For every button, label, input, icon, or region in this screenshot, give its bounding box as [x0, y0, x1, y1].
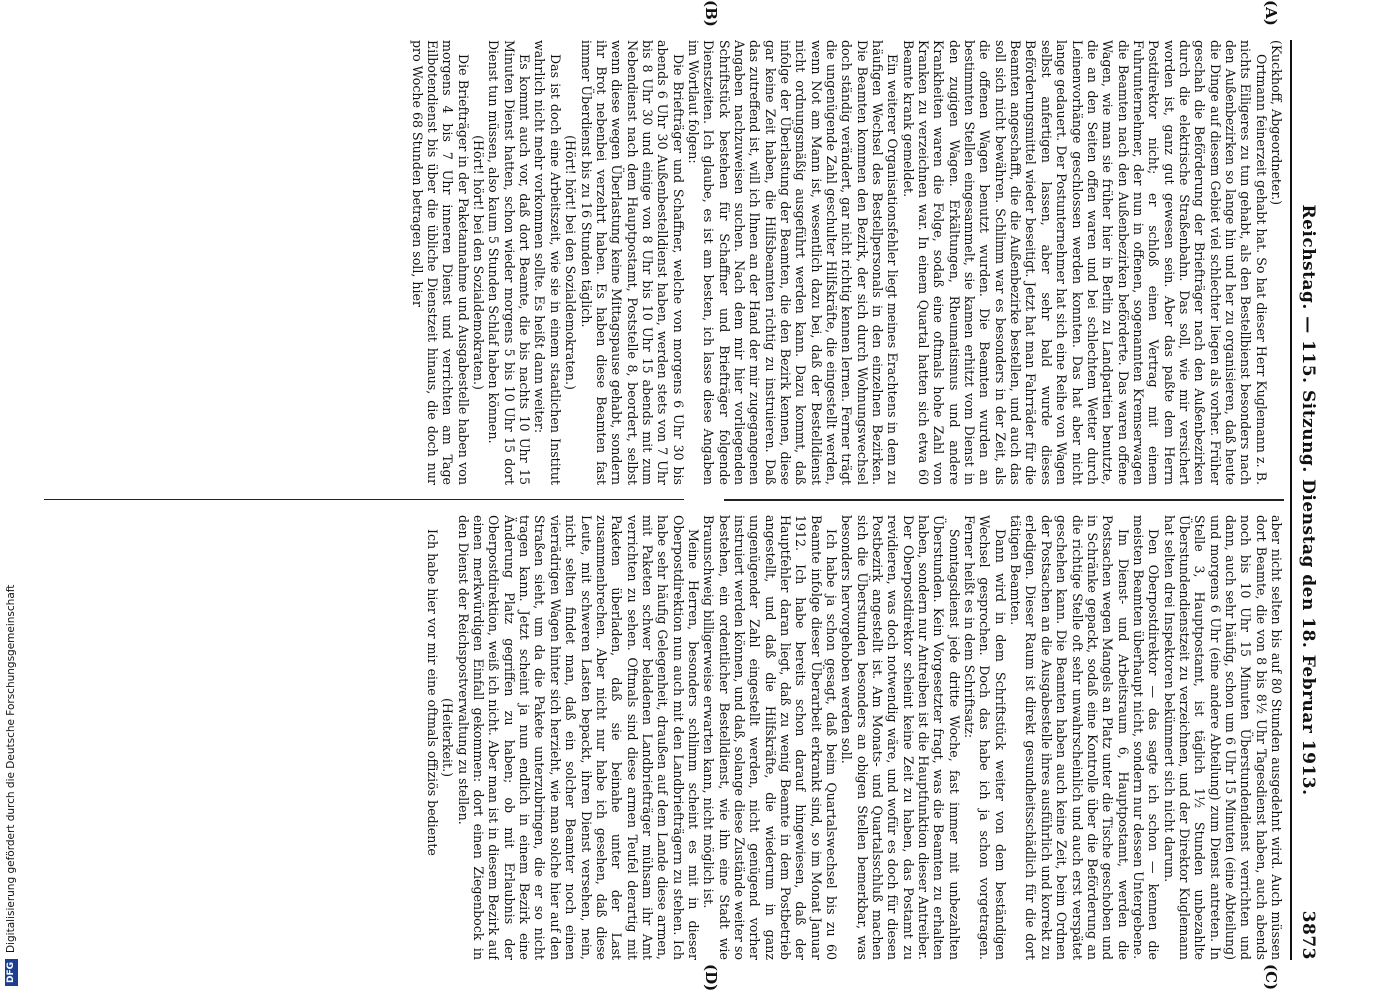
margin-marker-b: (B)	[702, 0, 720, 27]
paragraph: Meine Herren, besonders schlimm scheint es mit in dieser Oberpostdirektion nun auch mit den Landbriefträgern zu stehen. Ich habe sehr häufig Gelegenheit, draußen auf dem Lande diese armen, mit Paketen schwer beladenen Landbriefträger mühsam ihr Amt verrichten zu sehen. Oftmals sind diese armen Teufel derartig mit Paketen überladen, daß sie beinahe unter der Last zusammenbrechen. Aber nicht nur habe ich gesehen, daß diese Leute, mit schweren Lasten bepackt, ihren Dienst versehen, nein, nicht selten findet man, daß ein solcher Beamter noch einen vierrädrigen Wagen hinter sich herzieht, wie man solche hier auf den Straßen sieht, um da die Pakete unterzubringen, die er so nicht tragen kann. Jetzt scheint ja nun endlich in einem Bezirk eine Änderung Platz gegriffen zu haben; ob mit Erlaubnis der Oberpostdirektion, weiß ich nicht. Aber man ist in diesem Bezirk auf einen merkwürdigen Einfall gekommen: dort einen Ziegenbock in den Dienst der Reichspostverwaltung zu stellen.	[455, 515, 701, 960]
paragraph: Das ist doch eine Arbeitszeit, wie sie in einem staatlichen Institut wahrlich nicht mehr vorkommen sollte. Es heißt dann weiter:	[532, 40, 563, 485]
paragraph: Ortmann feinerzeit gehabt hat. So hat dieser Herr Kuglemann z. B. nichts Eiligeres zu tun gehabt, als den Bestellbienst besonders nach den Außenbezirken so lange hin und her zu organisieren, daß heute die Dinge auf diesem Gebiet viel schlechter liegen als vorher. Früher geschah die Beförderung der Briefträger nach den Außenbezirken durch die elektrische Straßenbahn. Das soll, wie mir versichert worden ist, ganz gut gewesen sein. Aber das paßte dem Herrn Postdirektor nicht; er schloß einen Vertrag mit einem Fuhrunternehmer, der nun in offenen, sogenannten Kremserwagen die Beamten nach den Außenbezirken beförderte. Das waren offene Wagen, wie man sie früher hier in Berlin zu Landpartien benutzte, die an den Seiten offen waren und bei schlechtem Wetter durch Leinenvorhänge geschlossen werden konnten. Das hat aber nicht lange gedauert. Der Postunternehmer hat sich eine Reihe von Wagen selbst anfertigen lassen, aber sehr bald wurde dieses Beförderungsmittel wieder beseitigt. Jetzt hat man Fahrräder für die Beamten angeschafft, die die Außenbezirke bestellen, und auch das soll sich nicht bewähren. Schlimm war es besonders in der Zeit, als die offenen Wagen benutzt wurden. Die Beamten wurden an bestimmten Stellen eingesammelt, sie kamen erhitzt vom Dienst in den zugigen Wagen. Erkältungen, Rheumatismus und andere Krankheiten waren die Folge, sodaß eine oftmals hohe Zahl von Kranken zu verzeichnen war. In einem Quartal hatten sich etwa 60 Beamte krank gemeldet.	[900, 40, 1269, 485]
margin-marker-c: (C)	[1262, 964, 1280, 991]
paragraph: Dann wird in dem Schriftstück weiter von dem beständigen Wechsel gesprochen. Doch das habe ich ja schon vorgetragen. Ferner heißt es in dem Schriftsatz:	[962, 515, 1008, 960]
paragraph: Im Dienst- und Arbeitsraum 6, Hauptpostamt, werden die Postsachen wegen Mangels an Platz unter die Tische geschoben und in Schränke gepackt, sodaß eine Kontrolle über die Beförderung an die richtige Stelle oft sehr unwahrscheinlich und auch erst verspätet geschehen kann. Die Beamten haben auch keine Zeit, beim Ordnen der Postsachen an die Ausgabestelle ihres ausführlich und korrekt zu erledigen. Dieser Raum ist direkt gesundheitsschädlich für die dort tätigen Beamten.	[1008, 515, 1131, 960]
paragraph: Ich habe ja schon gesagt, daß beim Quartalswechsel bis zu 60 Beamte infolge dieser Überarbeit erkrankt sind, so im Monat Januar 1912. Ich habe bereits schon darauf hingewiesen, daß der Hauptfehler daran liegt, daß zu wenig Beamte in dem Postbetrieb angestellt, und daß die Hilfskräfte, die wiederum in ganz ungenügender Zahl eingestellt werden, nicht genügend vorher instruiert werden können, und daß, solange diese Zustände weiter so bestehen, ein ordentlicher Bestelldienst, wie ihn eine Stadt wie Braunschweig billigerweise erwarten kann, nicht möglich ist.	[701, 515, 840, 960]
interjection: (Heiterkeit.)	[440, 698, 456, 777]
interjection: (Hört! hört! bei den Sozialdemokraten.)	[563, 135, 579, 390]
text-columns	[44, 40, 1284, 960]
right-column	[44, 515, 1284, 960]
paragraph: Die Briefträger und Schaffner, welche von morgens 6 Uhr 30 bis abends 6 Uhr 30 Außenbestelldienst haben, werden stets von 7 Uhr bis 8 Uhr 30 und einige von 8 Uhr bis 10 Uhr 15 abends mit zum Nebendienst nach dem Hauptpostamt, Poststelle 8, beordert, selbst wenn diese wegen Überlastung keine Mittagspause gehabt, sondern ihr Brot nebenbei verzehrt haben. Es haben diese Beamten fast immer Überdienst bis zu 16 Stunden täglich.	[578, 40, 686, 485]
dfg-logo: DFG	[5, 959, 18, 986]
margin-marker-a: (A)	[1262, 0, 1280, 26]
credit-text: Digitalisierung gefördert durch die Deutsche Forschungsgemeinschaft	[5, 584, 17, 953]
paragraph: Sonntagsdienst jede dritte Woche, fast immer mit unbezahlten Überstunden. Kein Vorgesetzter fragt, was die Beamten zu erhalten haben, sondern nur Antreiben ist die Hauptfunktion dieser Antreiber. Der Oberpostdirektor scheint keine Zeit zu haben, das Postamt zu revidieren, was doch notwendig wäre, und wofür es doch für diesen Postbezirk angestellt ist. Am Monats- und Quartalsschluß machen sich die Überstunden besonders an obigen Stellen bemerkbar, was besonders hervorgehoben werden soll.	[839, 515, 962, 960]
left-column	[44, 40, 1284, 485]
paragraph: Den Oberpostdirektor — das sagte ich schon — kennen die meisten Beamten überhaupt nicht, sondern nur dessen Untergebene.	[1130, 515, 1162, 960]
paragraph: (Kuckhoff, Abgeordneter.)	[1269, 40, 1284, 206]
running-header	[1290, 40, 1318, 960]
header-title: Reichstag. — 115. Sitzung. Dienstag den 18. Februar 1913.	[1298, 204, 1318, 796]
paragraph: Die Briefträger in der Paketannahme und Ausgabestelle haben von morgens 4 bis 7 Uhr inneren Dienst und verrichten am Tage Eilbotendienst bis über die übliche Dienstzeit hinaus, die doch nur pro Woche 68 Stunden betragen soll, hier	[409, 40, 471, 485]
column-divider	[724, 499, 1284, 501]
paragraph: Ein weiterer Organisationsfehler liegt meines Erachtens in dem zu häufigen Wechsel des Bestellpersonals in den einzelnen Bezirken. Die Beamten kommen den Bezirk, der sich durch Wohnungswechsel doch ständig verändert, gar nicht richtig kennen lernen. Ferner trägt die ungenügende Zahl geschulter Hilfskräfte, die eingestellt werden, wenn Not am Mann ist, wesentlich dazu bei, daß der Bestelldienst nicht ordnungsmäßig ausgeführt werden kann. Dazu kommt, daß infolge der Überlastung der Beamten, die den Bezirk kennen, diese gar keine Zeit haben, die Hilfsbeamten richtig zu instruieren. Daß das zutreffend ist, will ich Ihnen an der Hand der mir zugegangenen Angaben nachzuweisen suchen. Nach dem mir hier vorliegenden Schriftstück bestehen für Schaffner und Briefträger folgende Dienstzeiten. Ich glaube, es ist am besten, ich lasse diese Angaben im Wortlaut folgen:	[685, 40, 901, 485]
column-divider-lower	[44, 499, 684, 500]
paragraph: Ich habe hier vor mir eine oftmals offiziös bediente	[425, 529, 441, 856]
margin-marker-d: (D)	[702, 964, 720, 992]
paragraph: Es kommt auch vor, daß dort Beamte, die bis nachts 10 Uhr 15 Minuten Dienst hatten, schon wieder morgens 5 bis 10 Uhr 15 dort Dienst tun müssen, also kaum 5 Stunden Schlaf haben können.	[486, 40, 533, 485]
paragraph: aber nicht selten bis auf 80 Stunden ausgedehnt wird. Auch müssen dort Beamte, die von 8 bis 8½ Uhr Tagesdienst haben, auch abends noch bis 10 Uhr 15 Minuten Überstundendienst verrichten und dann, auch sehr häufig, schon um 6 Uhr 15 Minuten (eine Abteilung) und morgens 6 Uhr (eine andere Abteilung) zum Dienst antreten. In Stelle 3, Hauptpostamt, ist täglich 1½ Stunden unbezahlte Überstundendienstzeit zu verzeichnen, und der Direktor Kuglemann hat selten drei Inspektoren bekümmert sich nicht darum.	[1161, 515, 1284, 960]
interjection: (Hört! hört! bei den Sozialdemokraten.)	[471, 135, 487, 390]
page-number: 3873	[1298, 910, 1318, 960]
